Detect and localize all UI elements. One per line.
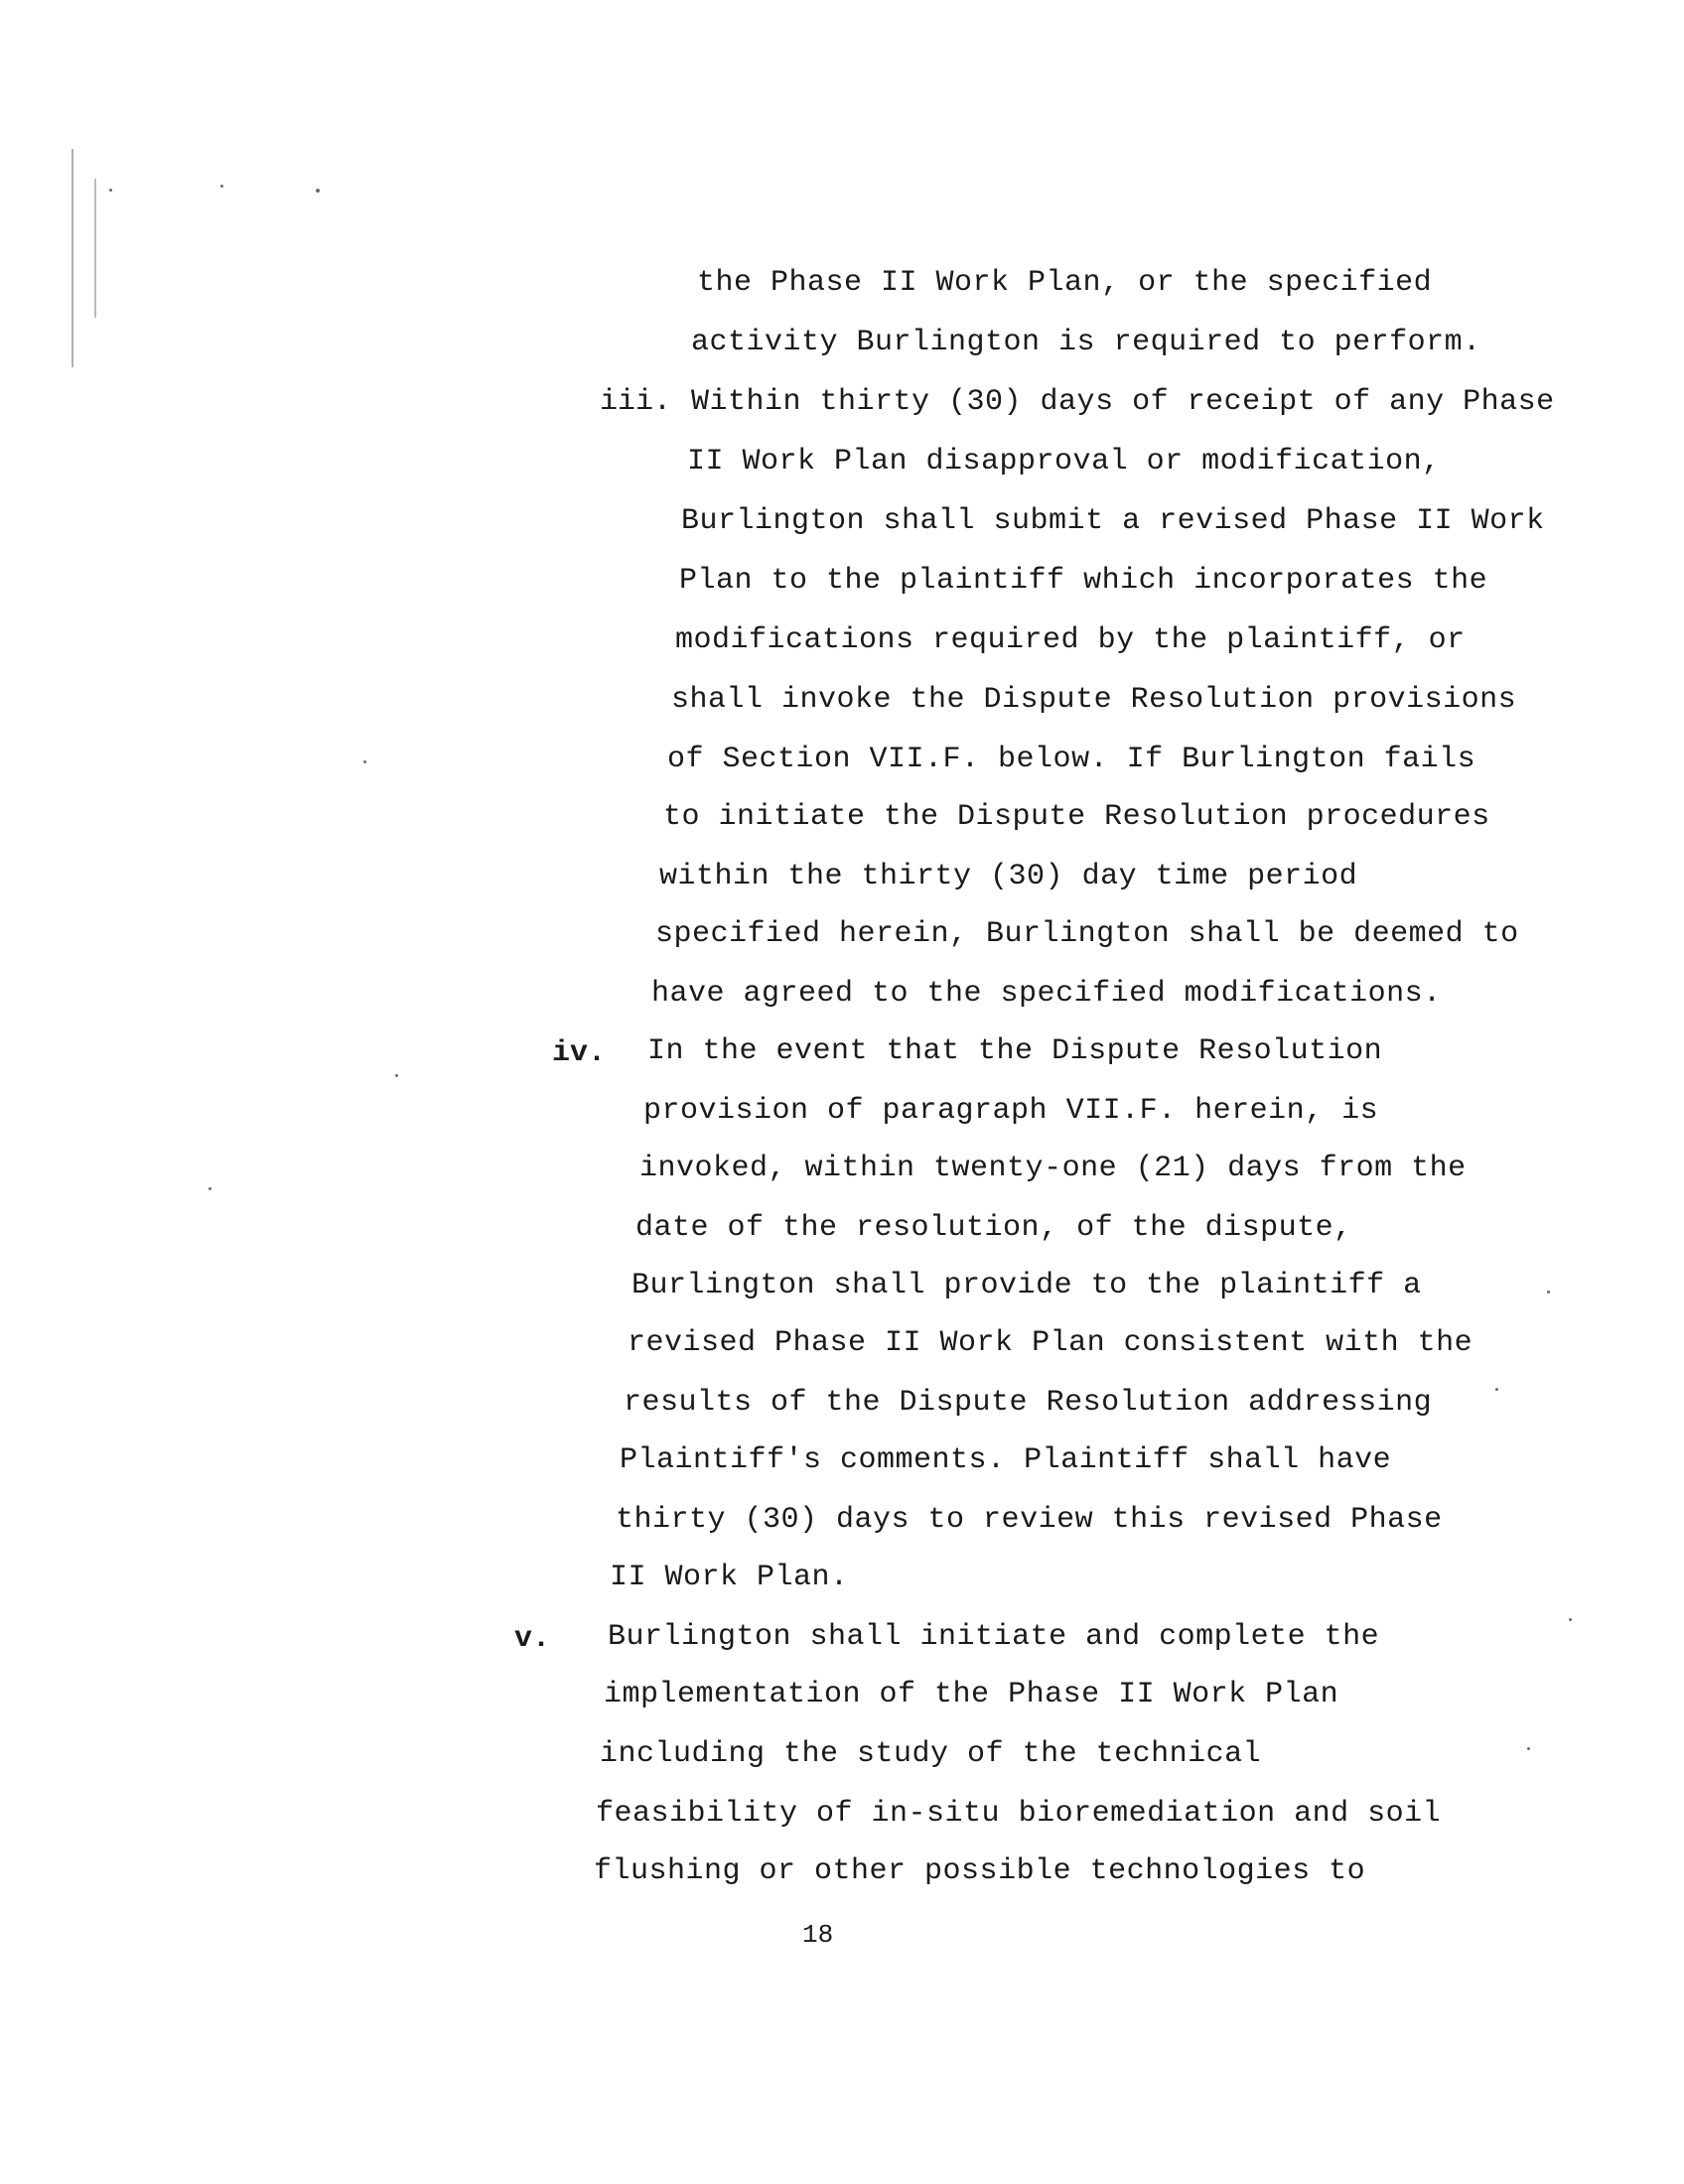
item-marker-v: v.: [514, 1622, 551, 1656]
item-iii-line: shall invoke the Dispute Resolution provisions: [671, 683, 1517, 717]
item-marker-iii: iii.: [600, 385, 672, 419]
scan-speck: [109, 189, 112, 192]
item-iv-line: results of the Dispute Resolution addressing: [624, 1386, 1433, 1420]
item-iii-line: Within thirty (30) days of receipt of any Phase: [691, 385, 1555, 419]
item-iv-line: revised Phase II Work Plan consistent with the: [628, 1326, 1474, 1360]
item-iii-line: II Work Plan disapproval or modification,: [687, 445, 1441, 478]
item-iv-line: provision of paragraph VII.F. herein, is: [643, 1094, 1379, 1128]
left-margin-scan-mark: [71, 149, 73, 367]
page-number: 18: [802, 1920, 834, 1950]
item-iii-line: of Section VII.F. below. If Burlington fails: [667, 743, 1476, 776]
item-iii-line: Plan to the plaintiff which incorporates the: [679, 564, 1488, 598]
item-iii-line: modifications required by the plaintiff, or: [675, 623, 1466, 657]
scan-speck: [1527, 1747, 1530, 1750]
item-v-line: including the study of the technical: [600, 1737, 1262, 1771]
left-margin-scan-mark-2: [94, 179, 96, 318]
item-v-line: flushing or other possible technologies to: [594, 1854, 1366, 1888]
item-v-line: implementation of the Phase II Work Plan: [604, 1678, 1339, 1711]
item-iv-line: Plaintiff's comments. Plaintiff shall have: [620, 1443, 1392, 1477]
item-iii-line: Burlington shall submit a revised Phase II Work: [681, 504, 1545, 538]
item-iv-line: Burlington shall provide to the plaintiff a: [632, 1269, 1422, 1302]
scan-speck: [316, 189, 320, 193]
item-iii-line: to initiate the Dispute Resolution procedures: [663, 800, 1490, 834]
item-iv-line: date of the resolution, of the dispute,: [635, 1211, 1352, 1245]
continuation-line: the Phase II Work Plan, or the specified: [697, 266, 1433, 300]
scan-speck: [209, 1187, 211, 1190]
continuation-line: activity Burlington is required to perform.: [691, 326, 1481, 359]
item-iii-line: specified herein, Burlington shall be deemed to: [655, 917, 1519, 951]
item-iv-line: invoked, within twenty-one (21) days from the: [639, 1152, 1467, 1185]
item-v-line: Burlington shall initiate and complete the: [608, 1620, 1380, 1654]
item-iv-line: In the event that the Dispute Resolution: [647, 1034, 1383, 1068]
item-iii-line: have agreed to the specified modifications.: [651, 977, 1442, 1011]
scan-speck: [1495, 1388, 1498, 1391]
item-iv-line: II Work Plan.: [610, 1561, 849, 1594]
item-v-line: feasibility of in-situ bioremediation and soil: [596, 1797, 1442, 1831]
scan-speck: [363, 760, 366, 763]
scan-speck: [220, 185, 223, 188]
scan-speck: [1569, 1618, 1572, 1621]
scan-speck: [1547, 1291, 1550, 1294]
item-iv-line: thirty (30) days to review this revised Phase: [616, 1503, 1443, 1537]
item-marker-iv: iv.: [552, 1036, 607, 1070]
scan-speck: [395, 1074, 398, 1077]
item-iii-line: within the thirty (30) day time period: [659, 860, 1358, 893]
